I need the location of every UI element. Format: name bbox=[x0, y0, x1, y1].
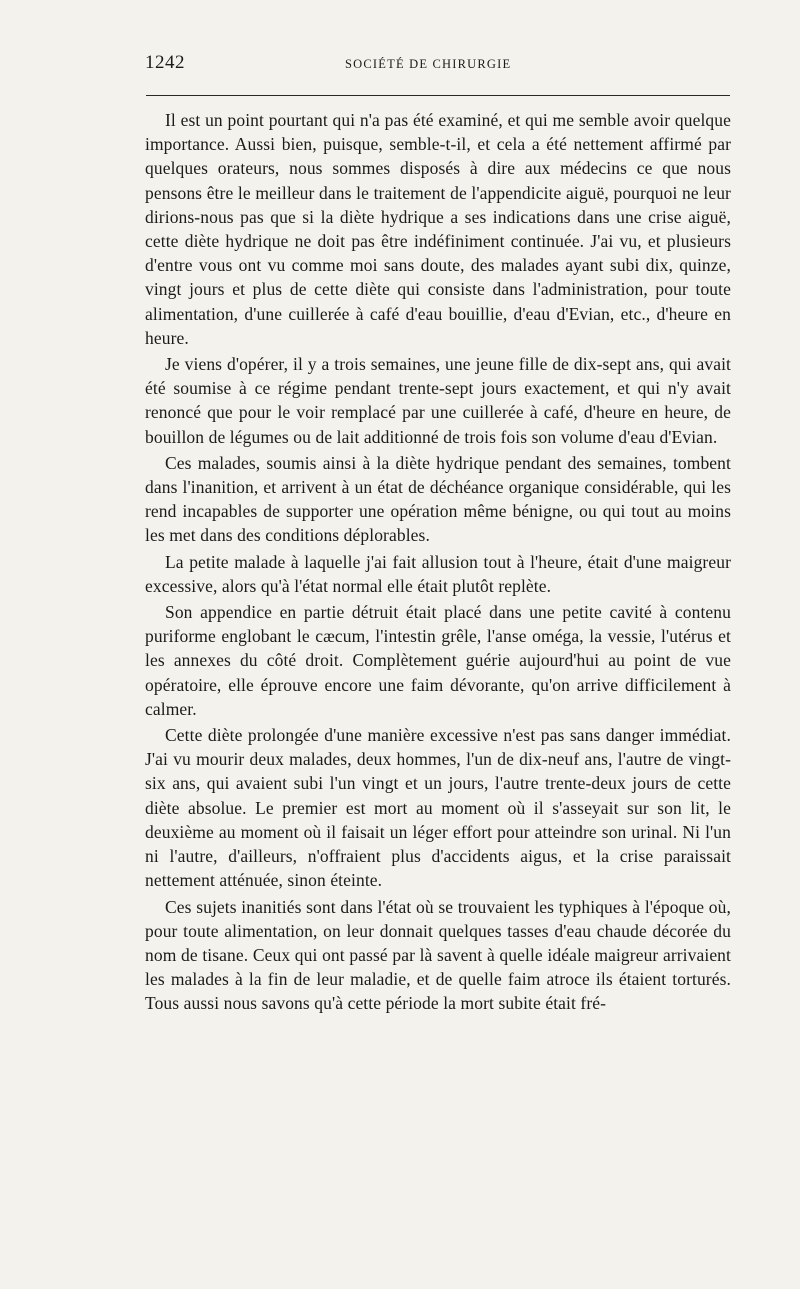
paragraph: Ces malades, soumis ainsi à la diète hydrique pendant des semaines, tombent dans l'inanition, et arrivent à un état de déchéance organique considérable, qui les rend incapables de supporter une opération même bénigne, ou qui tout au moins les met dans des conditions déplorables. bbox=[145, 452, 731, 546]
paragraph: Cette diète prolongée d'une manière excessive n'est pas sans danger immédiat. J'ai vu mourir deux malades, deux hommes, l'un de dix-neuf ans, l'autre de vingt-six ans, qui avaient subi l'un vingt et un jours, l'autre trente-deux jours de cette diète absolue. Le premier est mort au moment où il s'asseyait sur son lit, le deuxième au moment où il faisait un léger effort pour atteindre son urinal. Ni l'un ni l'autre, d'ailleurs, n'offraient plus d'accidents aigus, et la crise paraissait nettement atténuée, sinon éteinte. bbox=[145, 725, 731, 891]
paragraph: Il est un point pourtant qui n'a pas été examiné, et qui me semble avoir quelque importance. Aussi bien, puisque, semble-t-il, et cela a été nettement affirmé par quelques orateurs, nous sommes disposés à dire aux médecins ce que nous pensons être le meilleur dans le traitement de l'appendicite aiguë, pourquoi ne leur dirions-nous pas que si la diète hydrique a ses indications dans une crise aiguë, cette diète hydrique ne doit pas être indéfiniment continuée. J'ai vu, et plusieurs d'entre vous ont vu comme moi sans doute, des malades ayant subi dix, quinze, vingt jours et plus de cette diète qui consiste dans l'administration, pour toute alimentation, d'une cuillerée à café d'eau bouillie, d'eau d'Evian, etc., d'heure en heure. bbox=[145, 110, 731, 348]
running-head bbox=[145, 52, 730, 78]
body-text bbox=[145, 108, 731, 1018]
running-title: SOCIÉTÉ DE CHIRURGIE bbox=[345, 57, 512, 71]
paragraph: Son appendice en partie détruit était placé dans une petite cavité à contenu puriforme englobant le cæcum, l'intestin grêle, l'anse oméga, la vessie, l'utérus et les annexes du côté droit. Complètement guérie aujourd'hui au point de vue opératoire, elle éprouve encore une faim dévorante, qu'on arrive difficilement à calmer. bbox=[145, 602, 731, 719]
paragraph: Je viens d'opérer, il y a trois semaines, une jeune fille de dix-sept ans, qui avait été soumise à ce régime pendant trente-sept jours exactement, et qui n'y avait renoncé que pour le voir remplacé par une cuillerée à café, d'heure en heure, de bouillon de légumes ou de lait additionné de trois fois son volume d'eau d'Evian. bbox=[145, 354, 731, 447]
paragraph: Ces sujets inanitiés sont dans l'état où se trouvaient les typhiques à l'époque où, pour toute alimentation, on leur donnait quelques tasses d'eau chaude décorée du nom de tisane. Ceux qui ont passé par là savent à quelle idéale maigreur arrivaient les malades à la fin de leur maladie, et de quelle faim atroce ils étaient torturés. Tous aussi nous savons qu'à cette période la mort subite était fré- bbox=[145, 896, 731, 1014]
header-rule bbox=[146, 95, 730, 96]
paragraph: La petite malade à laquelle j'ai fait allusion tout à l'heure, était d'une maigreur excessive, alors qu'à l'état normal elle était plutôt replète. bbox=[145, 551, 731, 596]
page-number: 1242 bbox=[145, 52, 185, 73]
